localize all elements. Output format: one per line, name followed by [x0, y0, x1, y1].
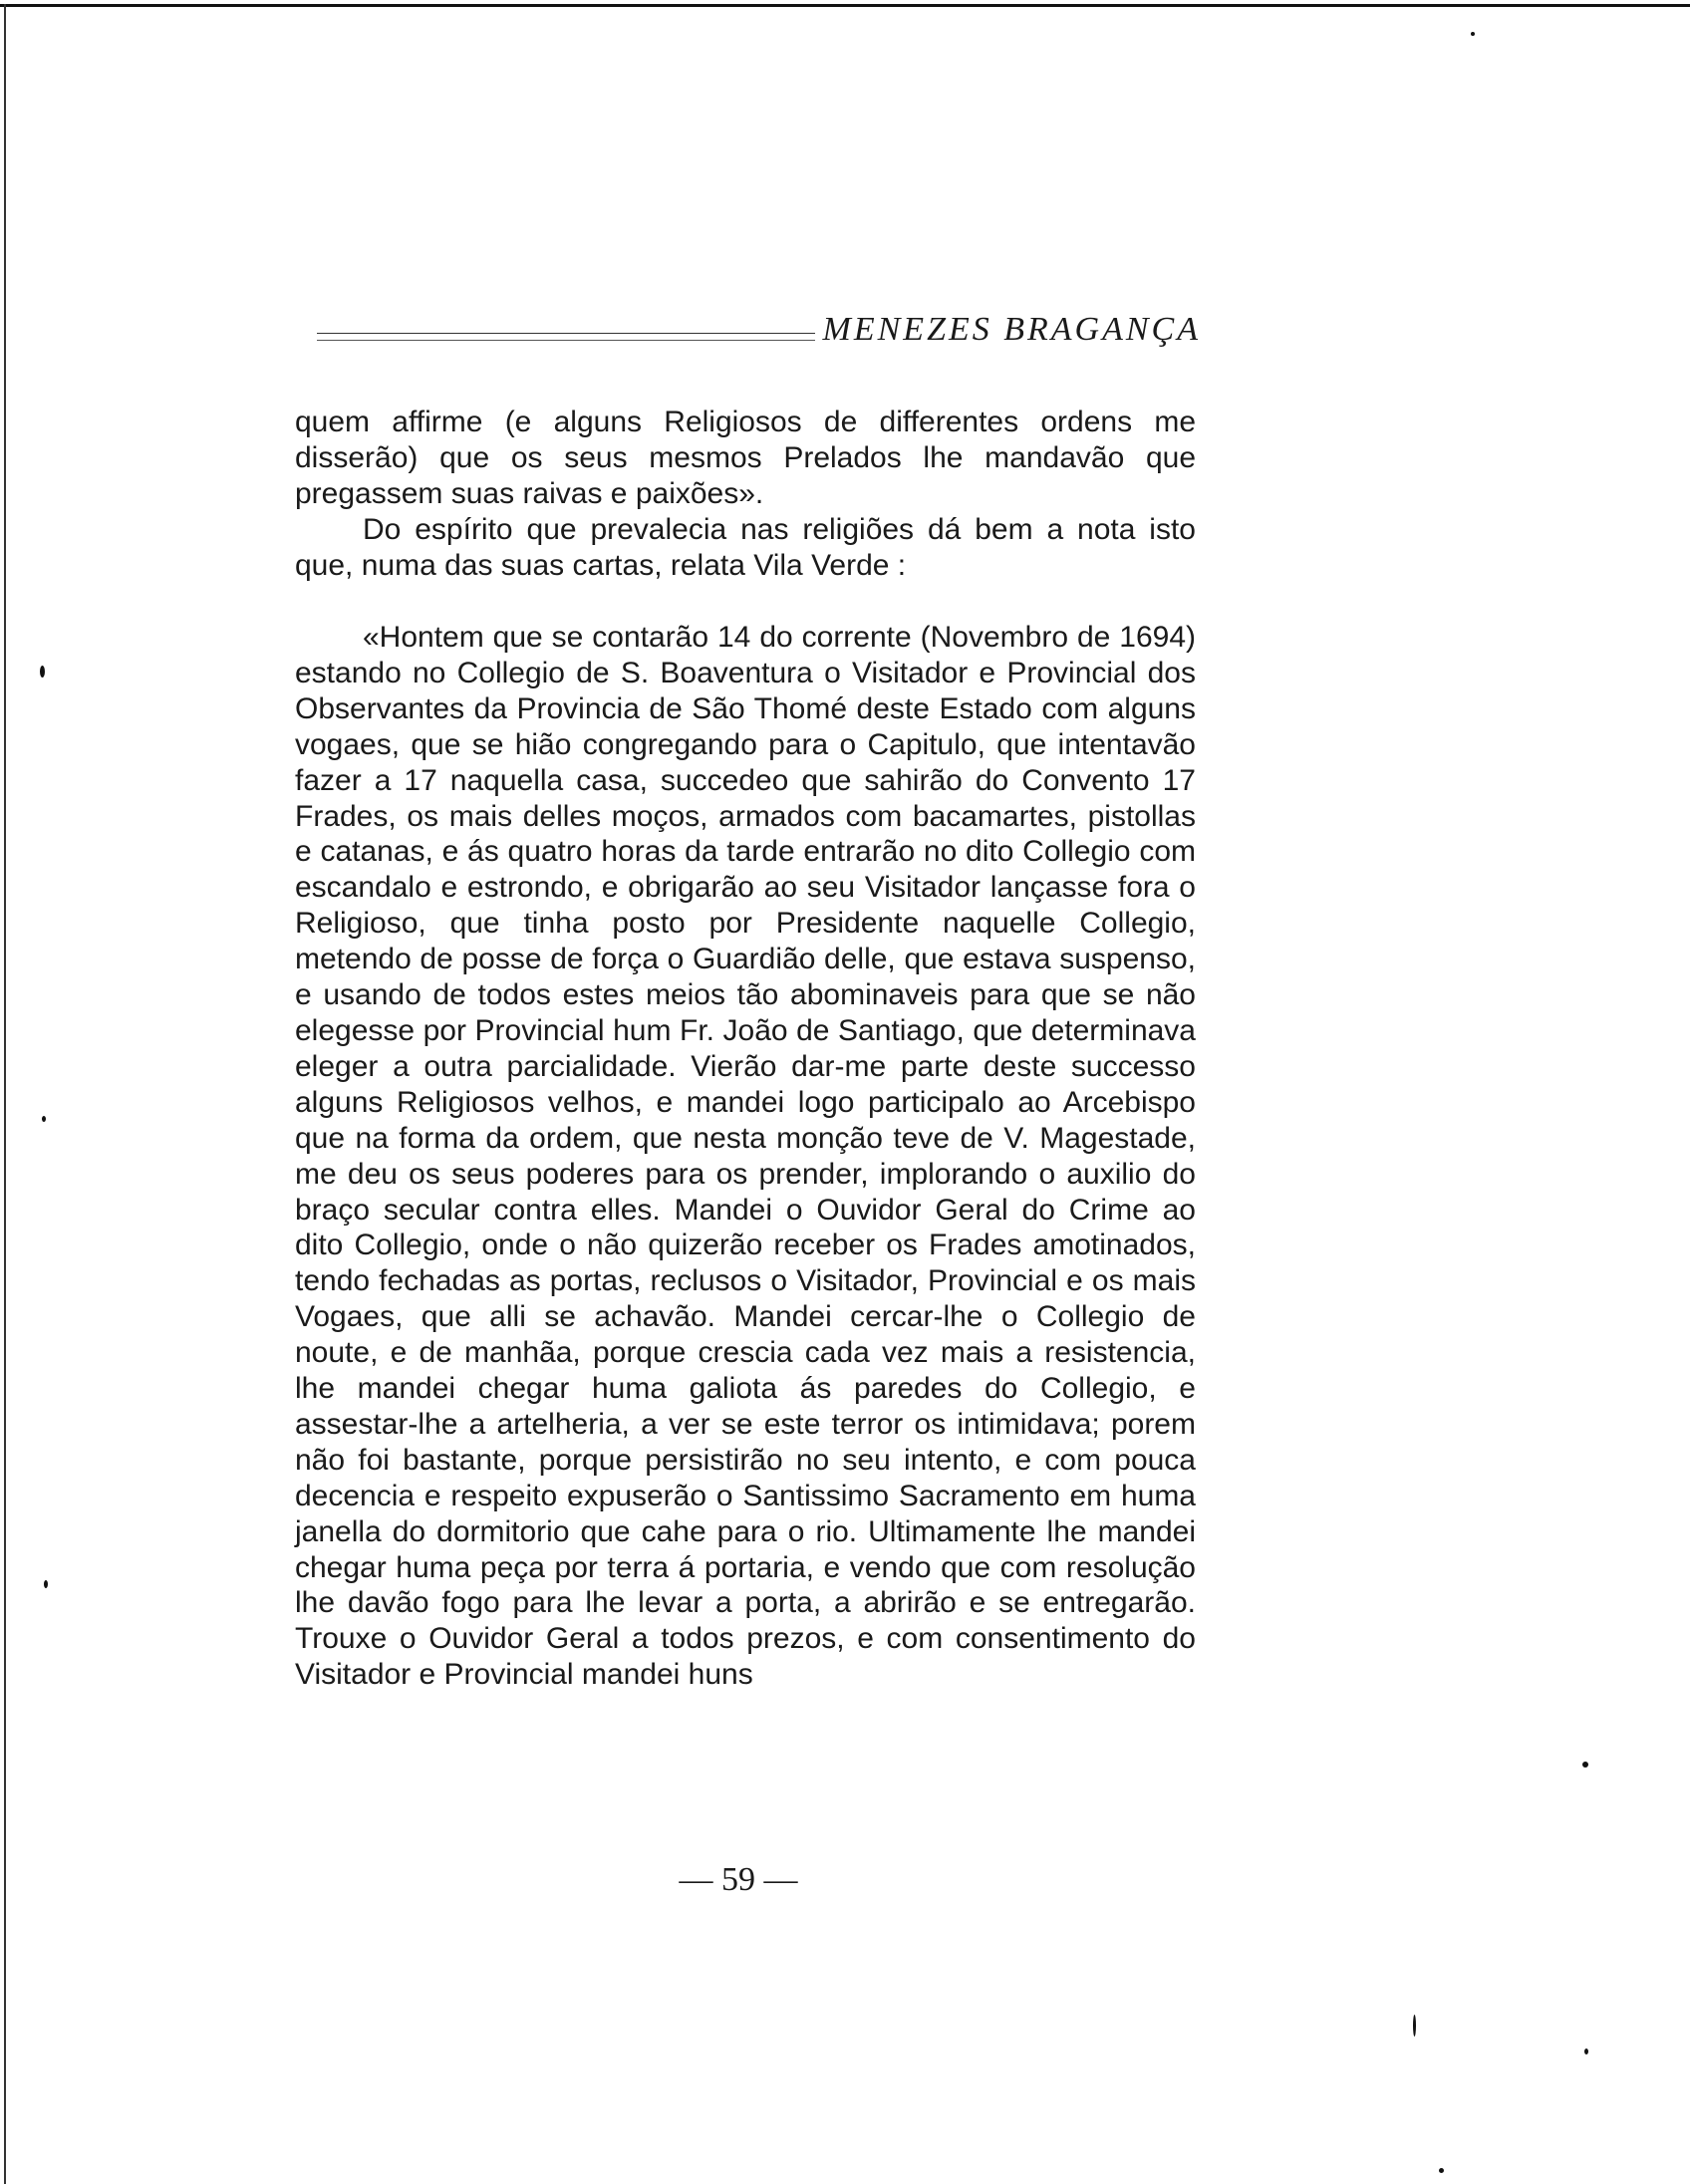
intro-paragraph: Do espírito que prevalecia nas religiões dá bem a nota isto que, numa das suas cartas, relata Vila Verde : [295, 512, 1196, 582]
scan-speck [1584, 2048, 1588, 2054]
scan-speck [1471, 32, 1475, 36]
scan-speck [44, 1580, 48, 1588]
letter-quote [295, 620, 1196, 1693]
scan-speck [40, 666, 45, 678]
scan-speck [1439, 2168, 1444, 2173]
running-title: MENEZES BRAGANÇA [822, 311, 1201, 348]
scan-border-top [0, 4, 1690, 7]
scan-speck [1413, 2015, 1416, 2037]
scan-border-left [4, 4, 6, 2184]
opening-text [295, 405, 1196, 584]
continuation-paragraph: quem affirme (e alguns Religiosos de differentes ordens me disserão) que os seus mesmos Prelados lhe mandavão que pregassem suas raivas e paixões». [295, 406, 1196, 510]
scan-speck [42, 1116, 46, 1122]
scan-speck [1582, 1762, 1588, 1768]
quote-paragraph: «Hontem que se contarão 14 do corrente (Novembro de 1694) estando no Collegio de S. Boaventura o Visitador e Provincial dos Observantes da Provincia de São Thomé deste Estado com alguns vogaes, que se hião congregando para o Capitulo, que intentavão fazer a 17 naquella casa, succedeo que sahirão do Convento 17 Frades, os mais delles moços, armados com bacamartes, pistollas e catanas, e ás quatro horas da tarde entrarão no dito Collegio com escandalo e estrondo, e obrigarão ao seu Visitador lançasse fora o Religioso, que tinha posto por Presidente naquelle Collegio, metendo de posse de força o Guardião delle, que estava suspenso, e usando de todos estes meios tão abominaveis para que se não elegesse por Provincial hum Fr. João de Santiago, que determinava eleger a outra parcialidade. Vierão dar-me parte deste successo alguns Religiosos velhos, e mandei logo participalo ao Arcebispo que na forma da ordem, que nesta monção teve de V. Magestade, me deu os seus poderes para os prender, implorando o auxilio do braço secular contra elles. Mandei o Ouvidor Geral do Crime ao dito Collegio, onde o não quizerão receber os Frades amotinados, tendo fechadas as portas, reclusos o Visitador, Provincial e os mais Vogaes, que alli se achavão. Mandei cercar-lhe o Collegio de noute, e de manhãa, porque crescia cada vez mais a resistencia, lhe mandei chegar huma galiota ás paredes do Collegio, e assestar-lhe a artelheria, a ver se este terror os intimidava; porem não foi bastante, porque persistirão no seu intento, e com pouca decencia e respeito expuserão o Santissimo Sacramento em huma janella do dormitorio que cahe para o rio. Ultimamente lhe mandei chegar huma peça por terra á portaria, e vendo que com resolução lhe davão fogo para lhe levar a porta, a abrirão e se entregarão. Trouxe o Ouvidor Geral a todos prezos, e com consentimento do Visitador e Provincial mandei huns [295, 621, 1196, 1692]
header-rule [317, 333, 815, 341]
running-header [317, 311, 1201, 351]
page-number: — 59 — [679, 1861, 798, 1898]
